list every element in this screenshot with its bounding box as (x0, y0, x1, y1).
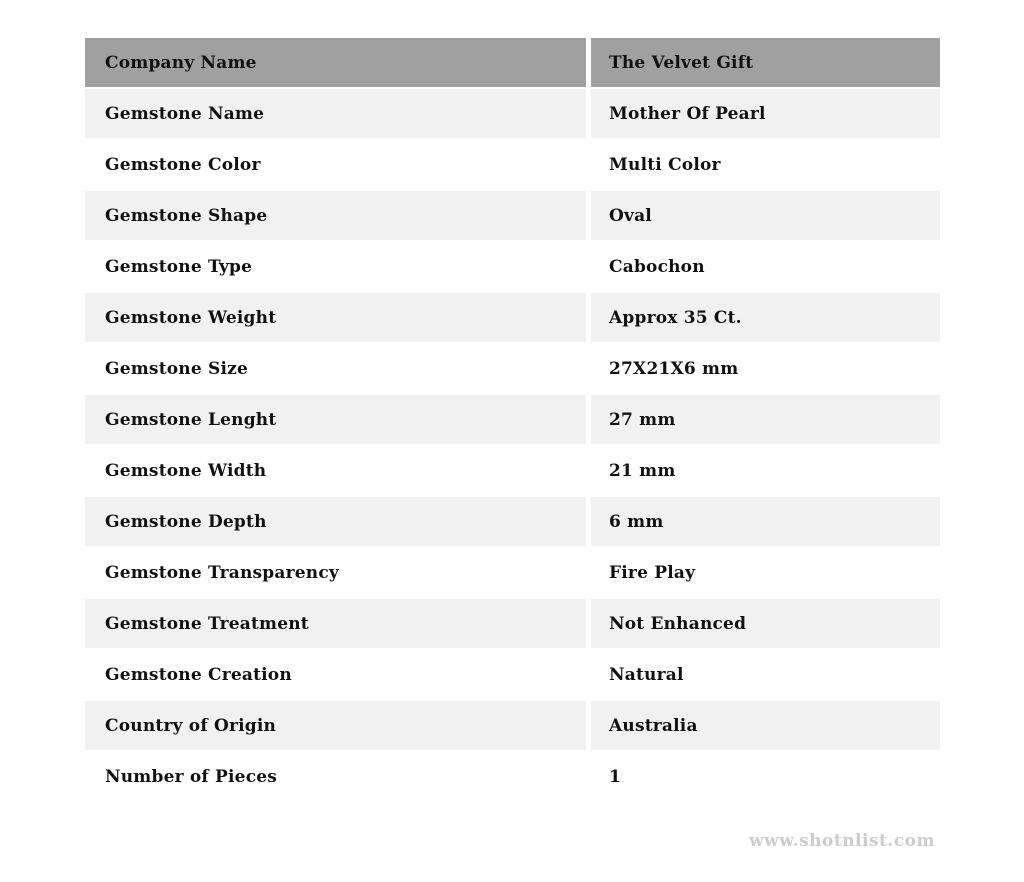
row-label-cell: Gemstone Transparency (85, 548, 586, 597)
table-row (85, 89, 940, 138)
table-row (85, 140, 940, 189)
row-label-cell: Gemstone Creation (85, 650, 586, 699)
row-value-cell: Multi Color (591, 140, 940, 189)
table-row (85, 548, 940, 597)
row-label-cell: Number of Pieces (85, 752, 586, 801)
row-label-cell: Gemstone Name (85, 89, 586, 138)
row-value-cell: 1 (591, 752, 940, 801)
row-value-cell: Australia (591, 701, 940, 750)
table-row (85, 701, 940, 750)
row-value-cell: 21 mm (591, 446, 940, 495)
row-label-cell: Gemstone Depth (85, 497, 586, 546)
table-header-row (85, 38, 940, 87)
row-value-cell: Not Enhanced (591, 599, 940, 648)
row-value-cell: 27X21X6 mm (591, 344, 940, 393)
row-label-cell: Gemstone Type (85, 242, 586, 291)
row-label-cell: Gemstone Color (85, 140, 586, 189)
header-value-cell: The Velvet Gift (591, 38, 940, 87)
row-value-cell: 6 mm (591, 497, 940, 546)
table-row (85, 395, 940, 444)
row-value-cell: Fire Play (591, 548, 940, 597)
table-row (85, 599, 940, 648)
row-value-cell: Natural (591, 650, 940, 699)
table-row (85, 293, 940, 342)
row-value-cell: Mother Of Pearl (591, 89, 940, 138)
row-label-cell: Gemstone Shape (85, 191, 586, 240)
table-row (85, 242, 940, 291)
row-label-cell: Gemstone Weight (85, 293, 586, 342)
row-value-cell: Oval (591, 191, 940, 240)
table-body (85, 89, 940, 801)
row-label-cell: Country of Origin (85, 701, 586, 750)
row-label-cell: Gemstone Width (85, 446, 586, 495)
row-label-cell: Gemstone Size (85, 344, 586, 393)
row-value-cell: 27 mm (591, 395, 940, 444)
row-label-cell: Gemstone Treatment (85, 599, 586, 648)
watermark-text: www.shotnlist.com (748, 831, 935, 851)
row-label-cell: Gemstone Lenght (85, 395, 586, 444)
table-row (85, 446, 940, 495)
table-row (85, 191, 940, 240)
table-row (85, 344, 940, 393)
header-label-cell: Company Name (85, 38, 586, 87)
table-row (85, 650, 940, 699)
gemstone-spec-table (85, 38, 940, 803)
row-value-cell: Cabochon (591, 242, 940, 291)
table-row (85, 497, 940, 546)
row-value-cell: Approx 35 Ct. (591, 293, 940, 342)
table-row (85, 752, 940, 801)
